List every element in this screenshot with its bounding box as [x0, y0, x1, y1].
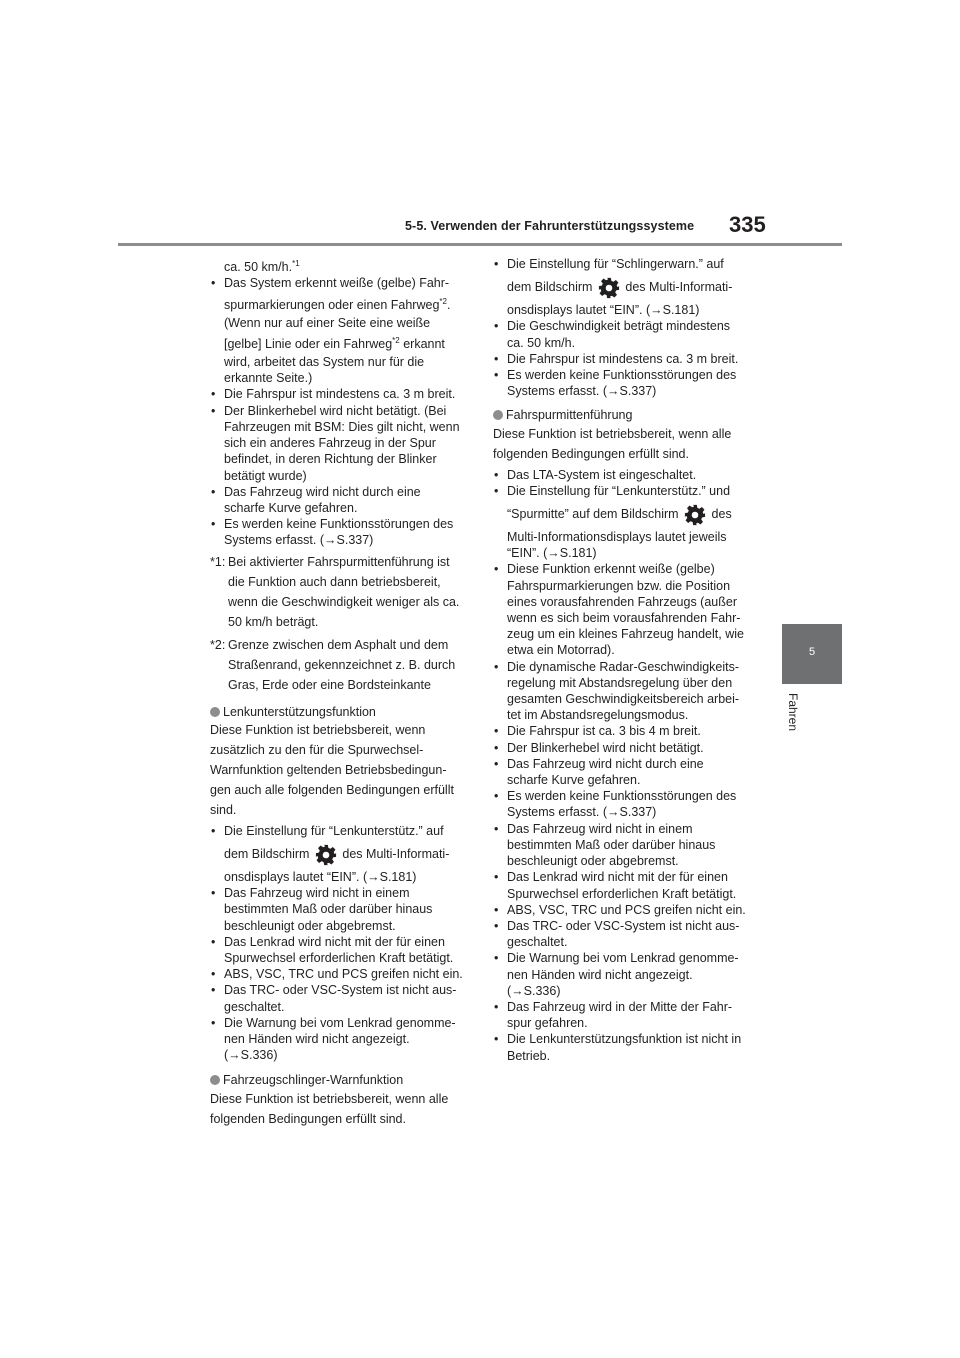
list-item: • Der Blinkerhebel wird nicht betätigt. (Bei Fahrzeugen mit BSM: Dies gilt nicht, wenn sich ein anderes Fahrzeug in der Spur befindet, in deren Richtung der Blinker betätigt wurde) — [210, 403, 472, 484]
list-item: • Die Warnung bei vom Lenkrad genomme- nen Händen wird nicht angezeigt. (→S.336) — [493, 950, 755, 999]
footnote-ref: *2 — [439, 296, 447, 306]
text-line: spurmarkierungen oder einen Fahrweg$^{*2}$. — [224, 296, 451, 312]
chapter-label-text: Fahren — [786, 693, 800, 732]
bullet-dot-icon — [210, 707, 220, 717]
list-item: • Das Fahrzeug wird nicht in einem bestimmten Maß oder darüber hinaus beschleunigt oder abgebremst. — [493, 821, 755, 870]
list-item: • Die Geschwindigkeit beträgt mindestens ca. 50 km/h. — [493, 318, 755, 350]
list-item: • Das Lenkrad wird nicht mit der für einen Spurwechsel erforderlichen Kraft betätigt. — [210, 934, 472, 966]
list-item: • Das TRC- oder VSC-System ist nicht aus- geschaltet. — [493, 918, 755, 950]
subsection-heading: Fahrzeugschlinger-Warnfunktion — [210, 1072, 472, 1088]
paragraph: Diese Funktion ist betriebsbereit, wenn zusätzlich zu den für die Spurwechsel- Warnfunktion geltenden Betriebsbedingun- gen auch alle folgenden Bedingungen erfüllt sind. — [210, 722, 454, 817]
text-line: dem Bildschirm des Multi-Informati- — [507, 272, 755, 302]
list-item: • ABS, VSC, TRC und PCS greifen nicht ein. — [210, 966, 472, 982]
section-title: 5-5. Verwenden der Fahrunterstützungssysteme — [405, 219, 695, 233]
list-item: • Die Lenkunterstützungsfunktion ist nicht in Betrieb. — [493, 1031, 755, 1063]
chapter-label — [786, 693, 806, 753]
list-item: • Das Lenkrad wird nicht mit der für einen Spurwechsel erforderlichen Kraft betätigt. — [493, 869, 755, 901]
footnote-label: *1: — [210, 554, 226, 569]
settings-gear-icon — [598, 277, 620, 299]
list-item: • Die Einstellung für “Lenkunterstütz.” auf dem Bildschirm des Multi-Informati- onsdisplays lautet “EIN”. (→S.181) — [210, 823, 472, 885]
list-item: • Die Warnung bei vom Lenkrad genomme- nen Händen wird nicht angezeigt. (→S.336) — [210, 1015, 472, 1064]
list-item: • Das Fahrzeug wird nicht durch eine scharfe Kurve gefahren. — [210, 484, 472, 516]
list-item: • Das LTA-System ist eingeschaltet. — [493, 467, 755, 483]
list-item: • Die Fahrspur ist ca. 3 bis 4 m breit. — [493, 723, 755, 739]
paragraph: Diese Funktion ist betriebsbereit, wenn alle folgenden Bedingungen erfüllt sind. — [210, 1091, 449, 1126]
paragraph: Diese Funktion ist betriebsbereit, wenn alle folgenden Bedingungen erfüllt sind. — [493, 426, 732, 461]
subsection-heading: Fahrspurmittenführung — [493, 407, 755, 423]
list-item: • Es werden keine Funktionsstörungen des Systems erfasst. (→S.337) — [493, 788, 755, 820]
list-item: • Die Einstellung für “Schlingerwarn.” auf dem Bildschirm des Multi-Informati- onsdisplays lautet “EIN”. (→S.181) — [493, 256, 755, 318]
text-line: dem Bildschirm des Multi-Informati- — [224, 839, 472, 869]
left-column — [210, 256, 472, 1129]
list-item: • ABS, VSC, TRC und PCS greifen nicht ein. — [493, 902, 755, 918]
footnote-ref: *1 — [292, 259, 300, 268]
list-item: • Die Fahrspur ist mindestens ca. 3 m breit. — [210, 386, 472, 402]
list-item: • Diese Funktion erkennt weiße (gelbe) Fahrspurmarkierungen bzw. die Position eines vorausfahrenden Fahrzeugs (außer wenn es sich beim vorausfahrenden Fahr- zeug um ein kleines Fahrzeug handelt, wie etwa ein Motorrad). — [493, 561, 755, 658]
text-line: [gelbe] Linie oder ein Fahrweg$^{*2}$ erkannt — [224, 335, 445, 352]
footnote: *2: Grenze zwischen dem Asphalt und dem Straßenrand, gekennzeichnet z. B. durch Gras, Erde oder eine Bordsteinkante — [210, 635, 472, 695]
text-line: ca. 50 km/h.$^{*1}$ — [224, 259, 300, 275]
subsection-heading: Lenkunterstützungsfunktion — [210, 704, 472, 720]
footnote-label: *2: — [210, 637, 226, 652]
list-item: • Die dynamische Radar-Geschwindigkeits- regelung mit Abstandsregelung über den gesamten Geschwindigkeitsbereich arbei- tet im Abstandsregelungsmodus. — [493, 659, 755, 724]
list-item: • Das Fahrzeug wird in der Mitte der Fahr- spur gefahren. — [493, 999, 755, 1031]
list-item: • Das System erkennt weiße (gelbe) Fahr- spurmarkierungen oder einen Fahrweg$^{*2}$. (Wenn nur auf einer Seite eine weiße [gelbe] Linie oder ein Fahrweg$^{*2}$ erkannt wird, arbeitet das System nur für die erkannte Seite.) — [210, 275, 472, 386]
list-item: • Der Blinkerhebel wird nicht betätigt. — [493, 740, 755, 756]
bullet-dot-icon — [493, 410, 503, 420]
header-divider — [118, 243, 842, 246]
list-item: • Die Fahrspur ist mindestens ca. 3 m breit. — [493, 351, 755, 367]
page-number: 335 — [729, 212, 766, 237]
footnote: *1: Bei aktivierter Fahrspurmittenführung ist die Funktion auch dann betriebsbereit, wenn die Geschwindigkeit weniger als ca. 50 km/h beträgt. — [210, 552, 472, 632]
chapter-number: 5 — [808, 646, 816, 658]
list-item: • Das TRC- oder VSC-System ist nicht aus- geschaltet. — [210, 982, 472, 1014]
chapter-tab — [782, 624, 842, 684]
bullet-dot-icon — [210, 1075, 220, 1085]
list-item: • Die Einstellung für “Lenkunterstütz.” und “Spurmitte” auf dem Bildschirm des Multi-Informationsdisplays lautet jeweils “EIN”. (→S.181) — [493, 483, 755, 562]
footnote-ref: *2 — [392, 335, 400, 345]
list-item: • Es werden keine Funktionsstörungen des Systems erfasst. (→S.337) — [493, 367, 755, 399]
text-line: “Spurmitte” auf dem Bildschirm des — [507, 499, 755, 529]
list-item: • Es werden keine Funktionsstörungen des Systems erfasst. (→S.337) — [210, 516, 472, 548]
list-item: • Das Fahrzeug wird nicht in einem bestimmten Maß oder darüber hinaus beschleunigt oder abgebremst. — [210, 885, 472, 934]
settings-gear-icon — [315, 844, 337, 866]
list-item: • Das Fahrzeug wird nicht durch eine scharfe Kurve gefahren. — [493, 756, 755, 788]
right-column — [493, 256, 755, 1064]
settings-gear-icon — [684, 504, 706, 526]
